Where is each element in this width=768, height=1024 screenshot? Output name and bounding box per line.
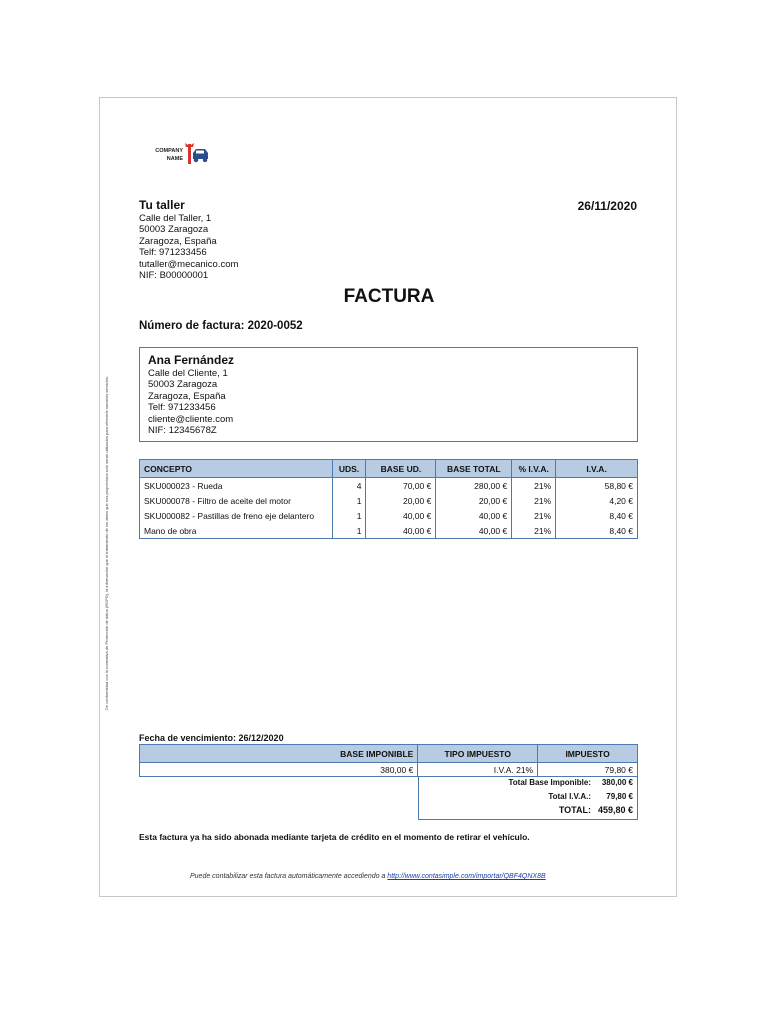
- client-phone: Telf: 971233456: [148, 402, 216, 414]
- item-units: 4: [332, 478, 366, 494]
- item-vat: 8,40 €: [556, 508, 638, 523]
- item-unit-base: 20,00 €: [366, 493, 436, 508]
- item-concept: SKU000023 - Rueda: [140, 478, 333, 494]
- col-header-vat-rate: % I.V.A.: [512, 460, 556, 478]
- tax-table: [139, 744, 638, 777]
- due-date: Fecha de vencimiento: 26/12/2020: [139, 733, 284, 743]
- client-address: Calle del Cliente, 1: [148, 368, 228, 379]
- company-nif: NIF: B00000001: [139, 270, 209, 282]
- total-vat-value: 79,80 €: [606, 791, 633, 801]
- client-region: Zaragoza, España: [148, 390, 226, 402]
- import-link[interactable]: http://www.contasimple.com/importar/QBF4QNX8B: [387, 873, 546, 880]
- item-vat-rate: 21%: [512, 523, 556, 539]
- table-row: [140, 493, 638, 508]
- privacy-note: De conformidad con la normativa de Protección de datos (RGPD), la información que el tratamiento de los datos que nos proporciona solo serán utilizados para ofrecerle nuestros servicios.: [104, 376, 109, 710]
- client-box: [139, 347, 638, 442]
- item-total-base: 40,00 €: [436, 523, 512, 539]
- page-title: FACTURA: [343, 286, 435, 307]
- taxable-base-value: 380,00 €: [140, 763, 418, 777]
- item-units: 1: [332, 523, 366, 539]
- footer-text: Puede contabilizar esta factura automáticamente accediendo a: [190, 873, 388, 880]
- company-phone: Telf: 971233456: [139, 247, 207, 259]
- item-vat-rate: 21%: [512, 478, 556, 494]
- col-header-taxable-base: BASE IMPONIBLE: [140, 745, 418, 763]
- item-unit-base: 40,00 €: [366, 508, 436, 523]
- item-vat-rate: 21%: [512, 493, 556, 508]
- table-row: [140, 523, 638, 539]
- table-row: [140, 478, 638, 494]
- col-header-tax-type: TIPO IMPUESTO: [418, 745, 538, 763]
- company-region: Zaragoza, España: [139, 235, 217, 247]
- company-email: tutaller@mecanico.com: [139, 258, 239, 270]
- total-base-row: [419, 776, 637, 790]
- grand-total-row: [419, 803, 637, 817]
- tax-header-row: [140, 745, 638, 763]
- item-concept: SKU000078 - Filtro de aceite del motor: [140, 493, 333, 508]
- tax-type-value: I.V.A. 21%: [418, 763, 538, 777]
- total-vat-row: [419, 790, 637, 804]
- grand-total-value: 459,80 €: [597, 804, 633, 815]
- logo-text: COMPANY NAME: [155, 148, 183, 162]
- col-header-tax-amount: IMPUESTO: [538, 745, 638, 763]
- grand-total-label: TOTAL:: [558, 804, 591, 815]
- client-zip-city: 50003 Zaragoza: [148, 379, 218, 391]
- col-header-units: UDS.: [332, 460, 366, 478]
- item-units: 1: [332, 493, 366, 508]
- items-header-row: [140, 460, 638, 478]
- total-vat-label: Total I.V.A.:: [548, 791, 591, 801]
- col-header-vat: I.V.A.: [556, 460, 638, 478]
- item-units: 1: [332, 508, 366, 523]
- company-info: [139, 198, 238, 281]
- item-unit-base: 40,00 €: [366, 523, 436, 539]
- payment-note: Esta factura ya ha sido abonada mediante tarjeta de crédito en el momento de retirar el vehículo.: [139, 832, 530, 842]
- total-base-value: 380,00 €: [601, 778, 633, 788]
- total-base-label: Total Base Imponible:: [508, 778, 591, 788]
- table-row: [140, 508, 638, 523]
- invoice-number: Número de factura: 2020-0052: [139, 320, 303, 332]
- footer-note: [190, 873, 546, 880]
- company-name: Tu taller: [139, 198, 185, 212]
- col-header-unit-base: BASE UD.: [366, 460, 436, 478]
- item-vat: 4,20 €: [556, 493, 638, 508]
- wrench-car-icon: [183, 141, 209, 167]
- client-name: Ana Fernández: [148, 353, 235, 367]
- table-row: [140, 763, 638, 777]
- company-address: Calle del Taller, 1: [139, 213, 212, 224]
- totals-summary: [418, 776, 638, 820]
- col-header-concept: CONCEPTO: [140, 460, 333, 478]
- tax-amount-value: 79,80 €: [538, 763, 638, 777]
- item-concept: SKU000082 - Pastillas de freno eje delantero: [140, 508, 333, 523]
- invoice-date: 26/11/2020: [577, 199, 637, 213]
- items-table: [139, 459, 638, 539]
- company-zip-city: 50003 Zaragoza: [139, 224, 209, 236]
- client-email: cliente@cliente.com: [148, 413, 234, 425]
- item-total-base: 40,00 €: [436, 508, 512, 523]
- col-header-total-base: BASE TOTAL: [436, 460, 512, 478]
- item-total-base: 20,00 €: [436, 493, 512, 508]
- item-vat: 58,80 €: [556, 478, 638, 494]
- item-unit-base: 70,00 €: [366, 478, 436, 494]
- item-concept: Mano de obra: [140, 523, 333, 539]
- item-vat: 8,40 €: [556, 523, 638, 539]
- item-total-base: 280,00 €: [436, 478, 512, 494]
- company-logo: [147, 141, 209, 167]
- client-nif: NIF: 12345678Z: [148, 425, 217, 437]
- item-vat-rate: 21%: [512, 508, 556, 523]
